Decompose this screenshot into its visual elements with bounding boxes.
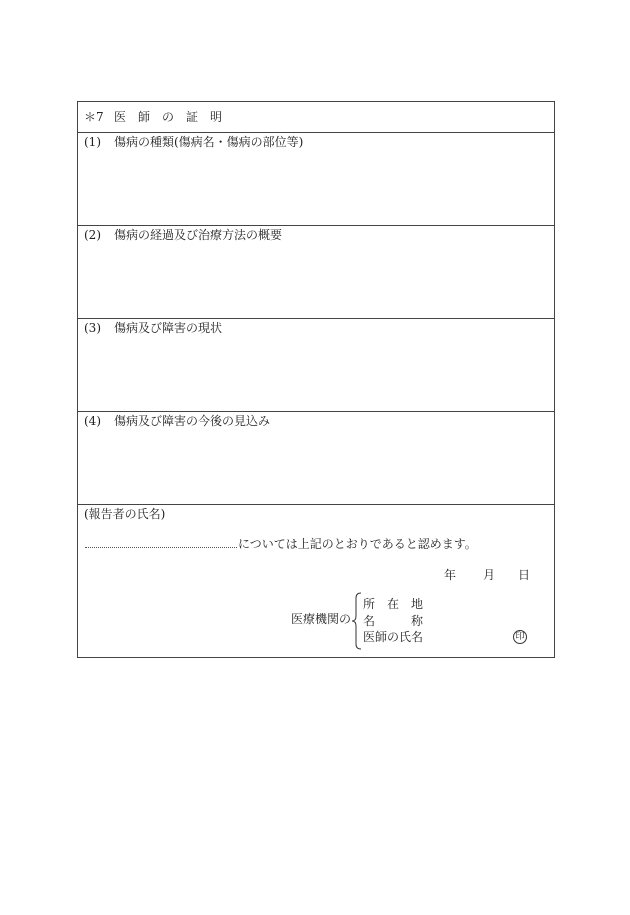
section-title: 傷病の経過及び治療方法の概要 (114, 228, 283, 242)
certification-section (78, 505, 554, 657)
section-number: (2) (84, 228, 101, 242)
header-number: ＊7 (84, 110, 104, 124)
reporter-name-line (85, 547, 237, 548)
section-number: (3) (84, 321, 101, 335)
left-brace-icon (351, 592, 363, 650)
institution-fields (363, 596, 423, 646)
section-title: 傷病及び障害の今後の見込み (114, 414, 271, 428)
section-title: 傷病及び障害の現状 (114, 321, 223, 335)
field-address-label: 所 在 地 (363, 597, 424, 611)
section-prognosis (78, 412, 554, 505)
certification-statement: については上記のとおりであると認めます。 (238, 537, 477, 551)
section-title: 傷病の種類(傷病名・傷病の部位等) (114, 135, 304, 149)
date-day: 日 (518, 568, 531, 582)
field-name-label: 名 称 (363, 613, 424, 628)
date-month: 月 (483, 568, 496, 582)
reporter-name-label: (報告者の氏名) (84, 507, 166, 521)
section-number: (4) (84, 414, 101, 428)
seal-mark: 印 (513, 630, 527, 644)
section-current-condition (78, 319, 554, 412)
section-number: (1) (84, 135, 101, 149)
header-title: 医 師 の 証 明 (114, 110, 223, 124)
institution-prefix: 医療機関の (291, 612, 352, 626)
doctor-certificate-form (77, 101, 555, 658)
form-header (78, 102, 554, 133)
section-treatment-progress (78, 226, 554, 319)
field-doctor-name-label: 医師の氏名 (363, 630, 424, 644)
section-injury-type (78, 133, 554, 226)
date-year: 年 (444, 568, 457, 582)
